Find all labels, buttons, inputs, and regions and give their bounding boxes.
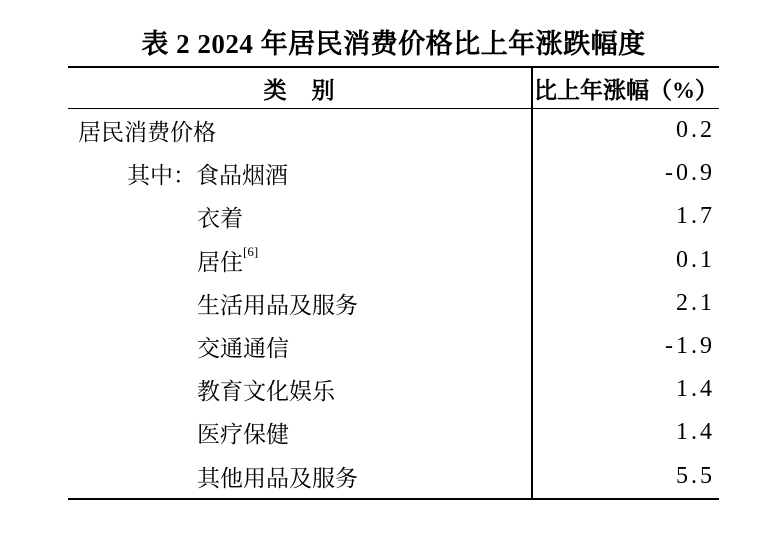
category-cell xyxy=(68,109,531,152)
category-cell xyxy=(68,239,531,282)
category-cell xyxy=(68,152,531,195)
row-label: 医疗保健 xyxy=(197,422,289,448)
row-label: 教育文化娱乐 xyxy=(197,379,335,405)
row-value: 0.2 xyxy=(676,117,715,144)
value-cell xyxy=(531,152,719,195)
row-label: 交通通信 xyxy=(197,336,289,362)
category-cell xyxy=(68,195,531,238)
category-cell xyxy=(68,282,531,325)
value-cell xyxy=(531,325,719,368)
table-row xyxy=(68,239,719,282)
value-cell xyxy=(531,195,719,238)
category-header-cell: 类 别 xyxy=(263,77,336,103)
category-cell xyxy=(68,455,531,498)
table-header-row xyxy=(68,68,719,109)
table-row xyxy=(68,411,719,454)
row-label: 居民消费价格 xyxy=(78,120,216,146)
row-value: 1.7 xyxy=(676,203,715,230)
row-value: 1.4 xyxy=(676,419,715,446)
value-cell xyxy=(531,455,719,498)
row-label: 生活用品及服务 xyxy=(197,292,358,318)
table-row xyxy=(68,368,719,411)
row-label: 衣着 xyxy=(197,206,243,232)
value-cell xyxy=(531,282,719,325)
row-label: 居住 xyxy=(197,249,243,275)
value-cell xyxy=(531,368,719,411)
table-title: 表 2 2024 年居民消费价格比上年涨跌幅度 xyxy=(141,29,646,59)
row-label: 其他用品及服务 xyxy=(197,465,358,491)
row-value: 1.4 xyxy=(676,376,715,403)
table-row xyxy=(68,152,719,195)
value-cell xyxy=(531,239,719,282)
row-label: 其中：食品烟酒 xyxy=(127,163,288,189)
value-header-cell: 比上年涨幅（%） xyxy=(531,68,719,108)
row-value: 0.1 xyxy=(676,246,715,273)
row-value: -1.9 xyxy=(665,333,715,360)
row-value: 2.1 xyxy=(676,289,715,316)
value-cell xyxy=(531,109,719,152)
category-cell xyxy=(68,325,531,368)
table-row xyxy=(68,282,719,325)
cpi-table xyxy=(68,66,719,500)
value-cell xyxy=(531,411,719,454)
table-row xyxy=(68,195,719,238)
table-body xyxy=(68,109,719,498)
table-row xyxy=(68,325,719,368)
category-cell xyxy=(68,411,531,454)
table-row xyxy=(68,455,719,498)
row-value: 5.5 xyxy=(676,462,715,489)
category-cell xyxy=(68,368,531,411)
footnote-ref: [6] xyxy=(243,244,259,260)
table-row xyxy=(68,109,719,152)
row-value: -0.9 xyxy=(665,160,715,187)
